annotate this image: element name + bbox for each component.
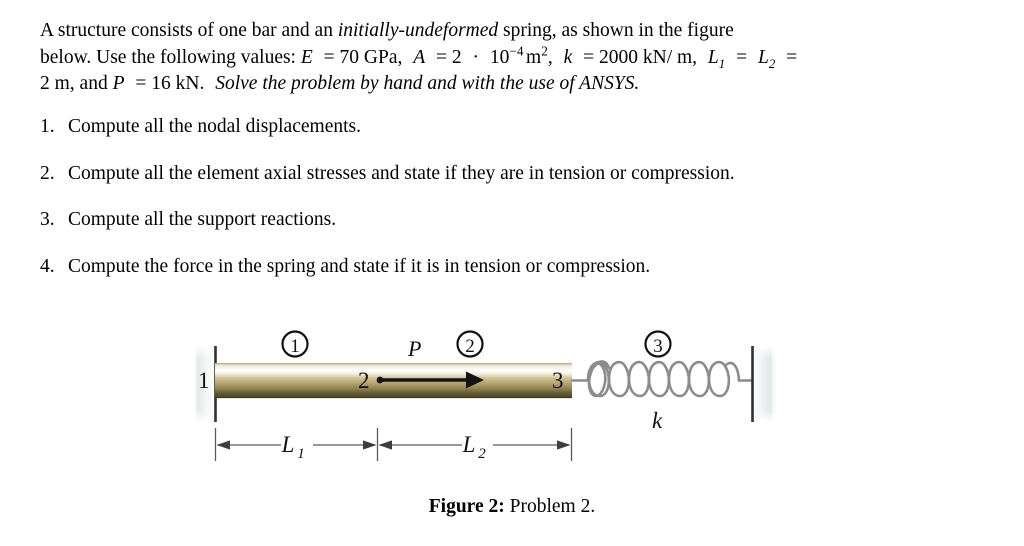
symbol-A: A — [413, 46, 426, 68]
value-A-unit-exponent: 2 — [541, 43, 548, 58]
intro-text-c: below. Use the following values: — [40, 46, 301, 68]
svg-text:L: L — [462, 432, 476, 457]
equals-2: = — [786, 46, 798, 68]
node-label-1: 1 — [198, 368, 210, 393]
symbol-L1: L — [707, 46, 719, 68]
value-k: = 2000 kN/ m, — [583, 46, 698, 68]
question-number: 1. — [40, 116, 55, 137]
symbol-L2: L — [757, 46, 769, 68]
element-number-2 — [458, 332, 483, 358]
question-text: Compute all the support reactions. — [68, 209, 337, 230]
equals-1: = — [736, 46, 748, 68]
figure-diagram — [0, 318, 1024, 488]
svg-text:1: 1 — [290, 336, 300, 357]
load-label-P: P — [408, 336, 422, 361]
svg-text:2: 2 — [478, 446, 486, 462]
spring-stiffness-label-k: k — [652, 408, 663, 433]
value-A-unit: m — [526, 46, 542, 68]
value-A-dot: · — [472, 46, 480, 68]
value-P: = 16 kN. — [135, 73, 205, 94]
question-item — [40, 115, 970, 139]
intro-text-a: A structure consists of one bar and an — [40, 20, 338, 41]
question-text: Compute all the nodal displacements. — [68, 116, 361, 137]
question-text: Compute all the element axial stresses and state if they are in tension or compression. — [68, 162, 735, 184]
question-item — [40, 255, 970, 279]
spring-element — [572, 361, 752, 396]
value-A-exponent: −4 — [509, 43, 524, 58]
value-A-a: = 2 — [436, 46, 462, 68]
node-label-3: 3 — [552, 368, 564, 393]
figure-caption-label: Figure 2: — [428, 496, 505, 517]
question-item — [40, 208, 970, 232]
element-number-3 — [646, 332, 671, 358]
problem-statement-line-1 — [40, 18, 940, 45]
intro-emph-undeformed: initially-undeformed — [337, 20, 499, 41]
figure-caption — [0, 496, 1024, 518]
svg-text:3: 3 — [653, 336, 663, 357]
figure-caption-text: Problem 2. — [509, 496, 596, 517]
question-number: 2. — [40, 162, 55, 184]
intro-text-b: spring, as shown in the figure — [498, 20, 734, 41]
symbol-L2-sub: 2 — [768, 56, 776, 71]
symbol-k: k — [563, 46, 573, 68]
question-text: Compute the force in the spring and state if it is in tension or compression. — [68, 255, 651, 277]
problem-statement — [40, 18, 940, 98]
problem-statement-line-3 — [40, 71, 940, 98]
dimension-label-L2 — [462, 432, 487, 462]
svg-text:L: L — [281, 432, 295, 457]
symbol-P: P — [112, 73, 125, 94]
question-item — [40, 162, 970, 186]
intro-comma-1: , — [547, 46, 553, 68]
question-number: 4. — [40, 255, 55, 277]
symbol-L1-sub: 1 — [718, 56, 726, 71]
svg-text:1: 1 — [297, 446, 305, 462]
symbol-E: E — [300, 46, 313, 68]
dimension-lines — [216, 428, 572, 461]
node-label-2: 2 — [358, 368, 370, 393]
question-list — [40, 115, 970, 301]
intro-text-d: 2 m, and — [40, 73, 113, 94]
element-number-1 — [283, 332, 308, 358]
intro-emph-instruction: Solve the problem by hand and with the use of ANSYS. — [215, 73, 640, 94]
svg-text:2: 2 — [465, 336, 475, 357]
value-E: = 70 GPa, — [323, 46, 403, 68]
right-wall-support — [752, 346, 778, 422]
dimension-label-L1 — [281, 432, 305, 462]
question-number: 3. — [40, 209, 55, 230]
problem-statement-line-2 — [40, 45, 940, 72]
value-A-b: 10 — [489, 46, 510, 68]
